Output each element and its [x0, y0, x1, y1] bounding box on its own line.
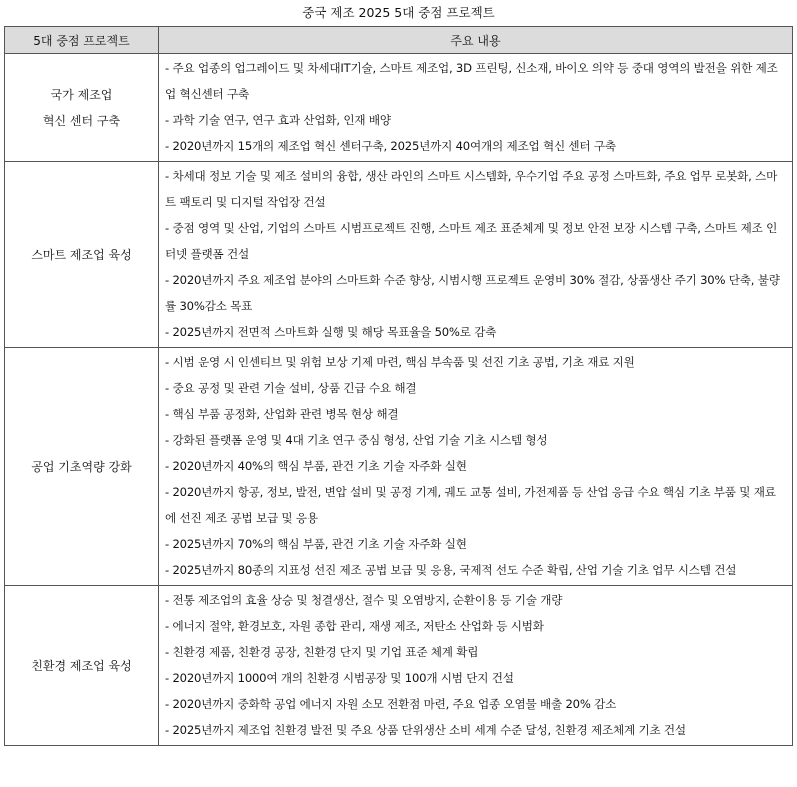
project-name-line: 스마트 제조업 육성	[31, 247, 132, 262]
table-row	[5, 586, 793, 746]
project-name-line: 친환경 제조업 육성	[31, 658, 132, 673]
table-header-row	[5, 27, 793, 54]
content-cell	[159, 162, 793, 348]
content-item: - 중점 영역 및 산업, 기업의 스마트 시범프로젝트 진행, 스마트 제조 표준체계 및 정보 안전 보장 시스템 구축, 스마트 제조 인터넷 플랫폼 건설	[165, 221, 778, 261]
content-cell	[159, 54, 793, 162]
project-name-cell	[5, 586, 159, 746]
project-name-line: 혁신 센터 구축	[42, 113, 121, 128]
content-item: - 전통 제조업의 효율 상승 및 청결생산, 절수 및 오염방지, 순환이용 등 기술 개량	[165, 593, 563, 607]
content-item: - 2025년까지 80종의 지표성 선진 제조 공법 보급 및 응용, 국제적 선도 수준 확립, 산업 기술 기초 업무 시스템 건설	[165, 563, 737, 577]
content-item: - 2025년까지 전면적 스마트화 실행 및 해당 목표율을 50%로 감축	[165, 325, 497, 339]
header-content: 주요 내용	[159, 27, 793, 54]
project-name-line: 국가 제조업	[50, 87, 113, 102]
projects-table	[4, 26, 793, 746]
header-project: 5대 중점 프로젝트	[5, 27, 159, 54]
table-row	[5, 54, 793, 162]
project-name-cell	[5, 162, 159, 348]
content-item: - 2025년까지 제조업 친환경 발전 및 주요 상품 단위생산 소비 세계 수준 달성, 친환경 제조체계 기초 건설	[165, 723, 686, 737]
content-item: - 2020년까지 1000여 개의 친환경 시범공장 및 100개 시범 단지 건설	[165, 671, 514, 685]
content-item: - 중요 공정 및 관련 기술 설비, 상품 긴급 수요 해결	[165, 381, 417, 395]
content-item: - 2020년까지 항공, 정보, 발전, 변압 설비 및 공정 기계, 궤도 교통 설비, 가전제품 등 산업 응급 수요 핵심 기초 부품 및 재료에 선진 제조 공법 보급 및 응용	[165, 485, 776, 525]
content-item: - 2025년까지 70%의 핵심 부품, 관건 기초 기술 자주화 실현	[165, 537, 467, 551]
project-name-line: 공업 기초역량 강화	[31, 459, 132, 474]
content-item: - 시범 운영 시 인센티브 및 위험 보상 기제 마련, 핵심 부속품 및 선진 기초 공법, 기초 재료 지원	[165, 355, 635, 369]
project-name-cell	[5, 348, 159, 586]
project-name-cell	[5, 54, 159, 162]
content-item: - 2020년까지 중화학 공업 에너지 자원 소모 전환점 마련, 주요 업종 오염물 배출 20% 감소	[165, 697, 617, 711]
content-cell	[159, 348, 793, 586]
content-item: - 2020년까지 40%의 핵심 부품, 관건 기초 기술 자주화 실현	[165, 459, 467, 473]
content-item: - 차세대 정보 기술 및 제조 설비의 융합, 생산 라인의 스마트 시스템화, 우수기업 주요 공정 스마트화, 주요 업무 로봇화, 스마트 팩토리 및 디지털 작업장 건설	[165, 169, 778, 209]
content-item: - 핵심 부품 공정화, 산업화 관련 병목 현상 해결	[165, 407, 399, 421]
content-cell	[159, 586, 793, 746]
content-item: - 에너지 절약, 환경보호, 자원 종합 관리, 재생 제조, 저탄소 산업화 등 시범화	[165, 619, 544, 633]
content-item: - 강화된 플랫폼 운영 및 4대 기초 연구 중심 형성, 산업 기술 기초 시스템 형성	[165, 433, 548, 447]
content-item: - 친환경 제품, 친환경 공장, 친환경 단지 및 기업 표준 체계 확립	[165, 645, 479, 659]
content-item: - 2020년까지 주요 제조업 분야의 스마트화 수준 향상, 시범시행 프로젝트 운영비 30% 절감, 상품생산 주기 30% 단축, 불량률 30%감소 목표	[165, 273, 780, 313]
page-title: 중국 제조 2025 5대 중점 프로젝트	[302, 5, 495, 20]
content-item: - 주요 업종의 업그레이드 및 차세대IT기술, 스마트 제조업, 3D 프린팅, 신소재, 바이오 의약 등 중대 영역의 발전을 위한 제조업 혁신센터 구축	[165, 61, 778, 101]
content-item: - 과학 기술 연구, 연구 효과 산업화, 인재 배양	[165, 113, 391, 127]
table-row	[5, 348, 793, 586]
table-row	[5, 162, 793, 348]
content-item: - 2020년까지 15개의 제조업 혁신 센터구축, 2025년까지 40여개의 제조업 혁신 센터 구축	[165, 139, 616, 153]
